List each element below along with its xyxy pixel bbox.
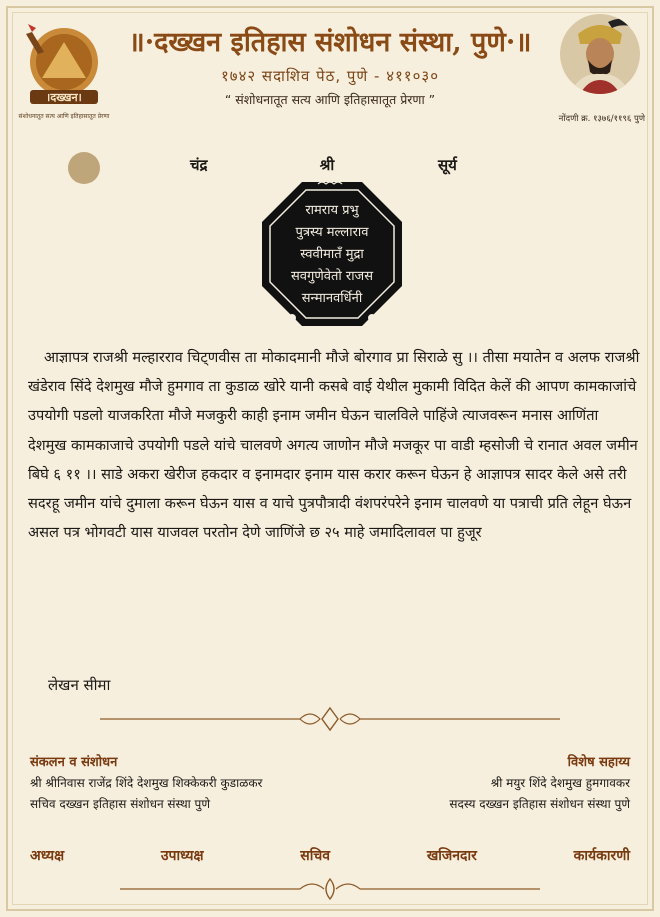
- seal-line-4: सवगुणेवेतो राजस: [291, 269, 373, 284]
- moon-label: चंद्र: [190, 156, 208, 174]
- role-executive: कार्यकारणी: [573, 848, 630, 864]
- role-treasurer: खजिनदार: [426, 848, 477, 864]
- special-role: सदस्य दख्खन इतिहास संशोधन संस्था पुणे: [449, 797, 630, 811]
- decree-text: [28, 343, 640, 547]
- seal-line-2: पुत्रस्य मल्लाराव: [295, 225, 369, 240]
- seal-inscription: [258, 200, 406, 310]
- role-vice-president: उपाध्यक्ष: [160, 848, 204, 864]
- compiler-role: सचिव दख्खन इतिहास संशोधन संस्था पुणे: [30, 797, 211, 811]
- institute-title: ॥·दख्खन इतिहास संशोधन संस्था, पुणे·॥: [128, 27, 532, 58]
- special-name: श्री मयुर शिंदे देशमुख हुमगावकर: [490, 776, 630, 790]
- role-secretary: सचिव: [300, 848, 331, 864]
- portrait-image: [560, 14, 640, 94]
- signoff-text: लेखन सीमा: [48, 676, 111, 694]
- seal-line-5: सन्मानवर्धिनी: [301, 291, 363, 306]
- registration-number: नोंदणी क्र. १३७६/११९६ पुणे: [558, 114, 645, 124]
- institute-motto: “ संशोधनातूत सत्य आणि इतिहासातूत प्रेरणा ”: [224, 92, 436, 107]
- logo-caption: संशोधनातूत सत्य आणि इतिहासातूत प्रेरणा: [18, 113, 110, 120]
- institute-logo: [18, 20, 110, 120]
- compiler-heading: संकलन व संशोधन: [30, 755, 118, 770]
- ornamental-divider: [100, 706, 560, 732]
- logo-text: ।दख्खन।: [46, 91, 82, 104]
- bottom-ornament: [120, 876, 540, 902]
- crescent-moon-icon: [562, 150, 596, 184]
- decree-paragraph: आज्ञापत्र राजश्री मल्हारराव चिट्णवीस ता मोकादमानी मौजे बोरगाव प्रा सिराळे सु ।। तीसा मयातेन व अलफ राजश्री खंडेराव सिंदे देशमुख मौजे हुमगाव ता कुडाळ खोरे यानी कसबे वाई येथील मुकामी विदित केलें की आपण कामकाजांचे उपयोगी पडलो याजकरिता मौजे मजकुरी काही इनाम जमीन घेऊन चालविले पाहिंजे त्याजवरून मनास आणिंता देशमुख कामकाजाचे उपयोगी पडले यांचे चालवणे अगत्य जाणोन मौजे मजकूर पा वाडी म्हसोजी चे रानात अवल जमीन बिघे ६ ११ ।। साडे अकरा खेरीज हकदार व इनामदार इनाम यास करार करून घेऊन हे आज्ञापत्र सादर केले असे तरी सदरहू जमीन यांचे दुमाला करून घेऊन यास व याचे पुत्रपौत्रादी वंशपरंपरेने इनाम चालवणे या पत्राची प्रति लेहून घेऊन असल पत्र भोगवटी यास याजवल परतोन देणे जाणिंजे छ २५ माहे जमादिलावल पा हुजूर: [28, 349, 640, 542]
- seal-line-1: रामराय प्रभु: [305, 203, 359, 218]
- special-heading: विशेष सहाय्य: [567, 755, 630, 770]
- role-president: अध्यक्ष: [30, 848, 65, 864]
- sun-label: सूर्य: [438, 156, 457, 174]
- compiler-name: श्री श्रीनिवास राजेंद्र शिंदे देशमुख शिक्केकरी कुडाळकर: [30, 776, 263, 790]
- shri-label: श्री: [319, 156, 335, 174]
- institute-address: १७४२ सदाशिव पेठ, पुणे - ४११०३०: [220, 67, 440, 85]
- seal-line-3: स्ववीमातँ मुद्रा: [300, 247, 364, 262]
- signatory-roles: [30, 846, 630, 865]
- full-moon-icon: [68, 152, 100, 184]
